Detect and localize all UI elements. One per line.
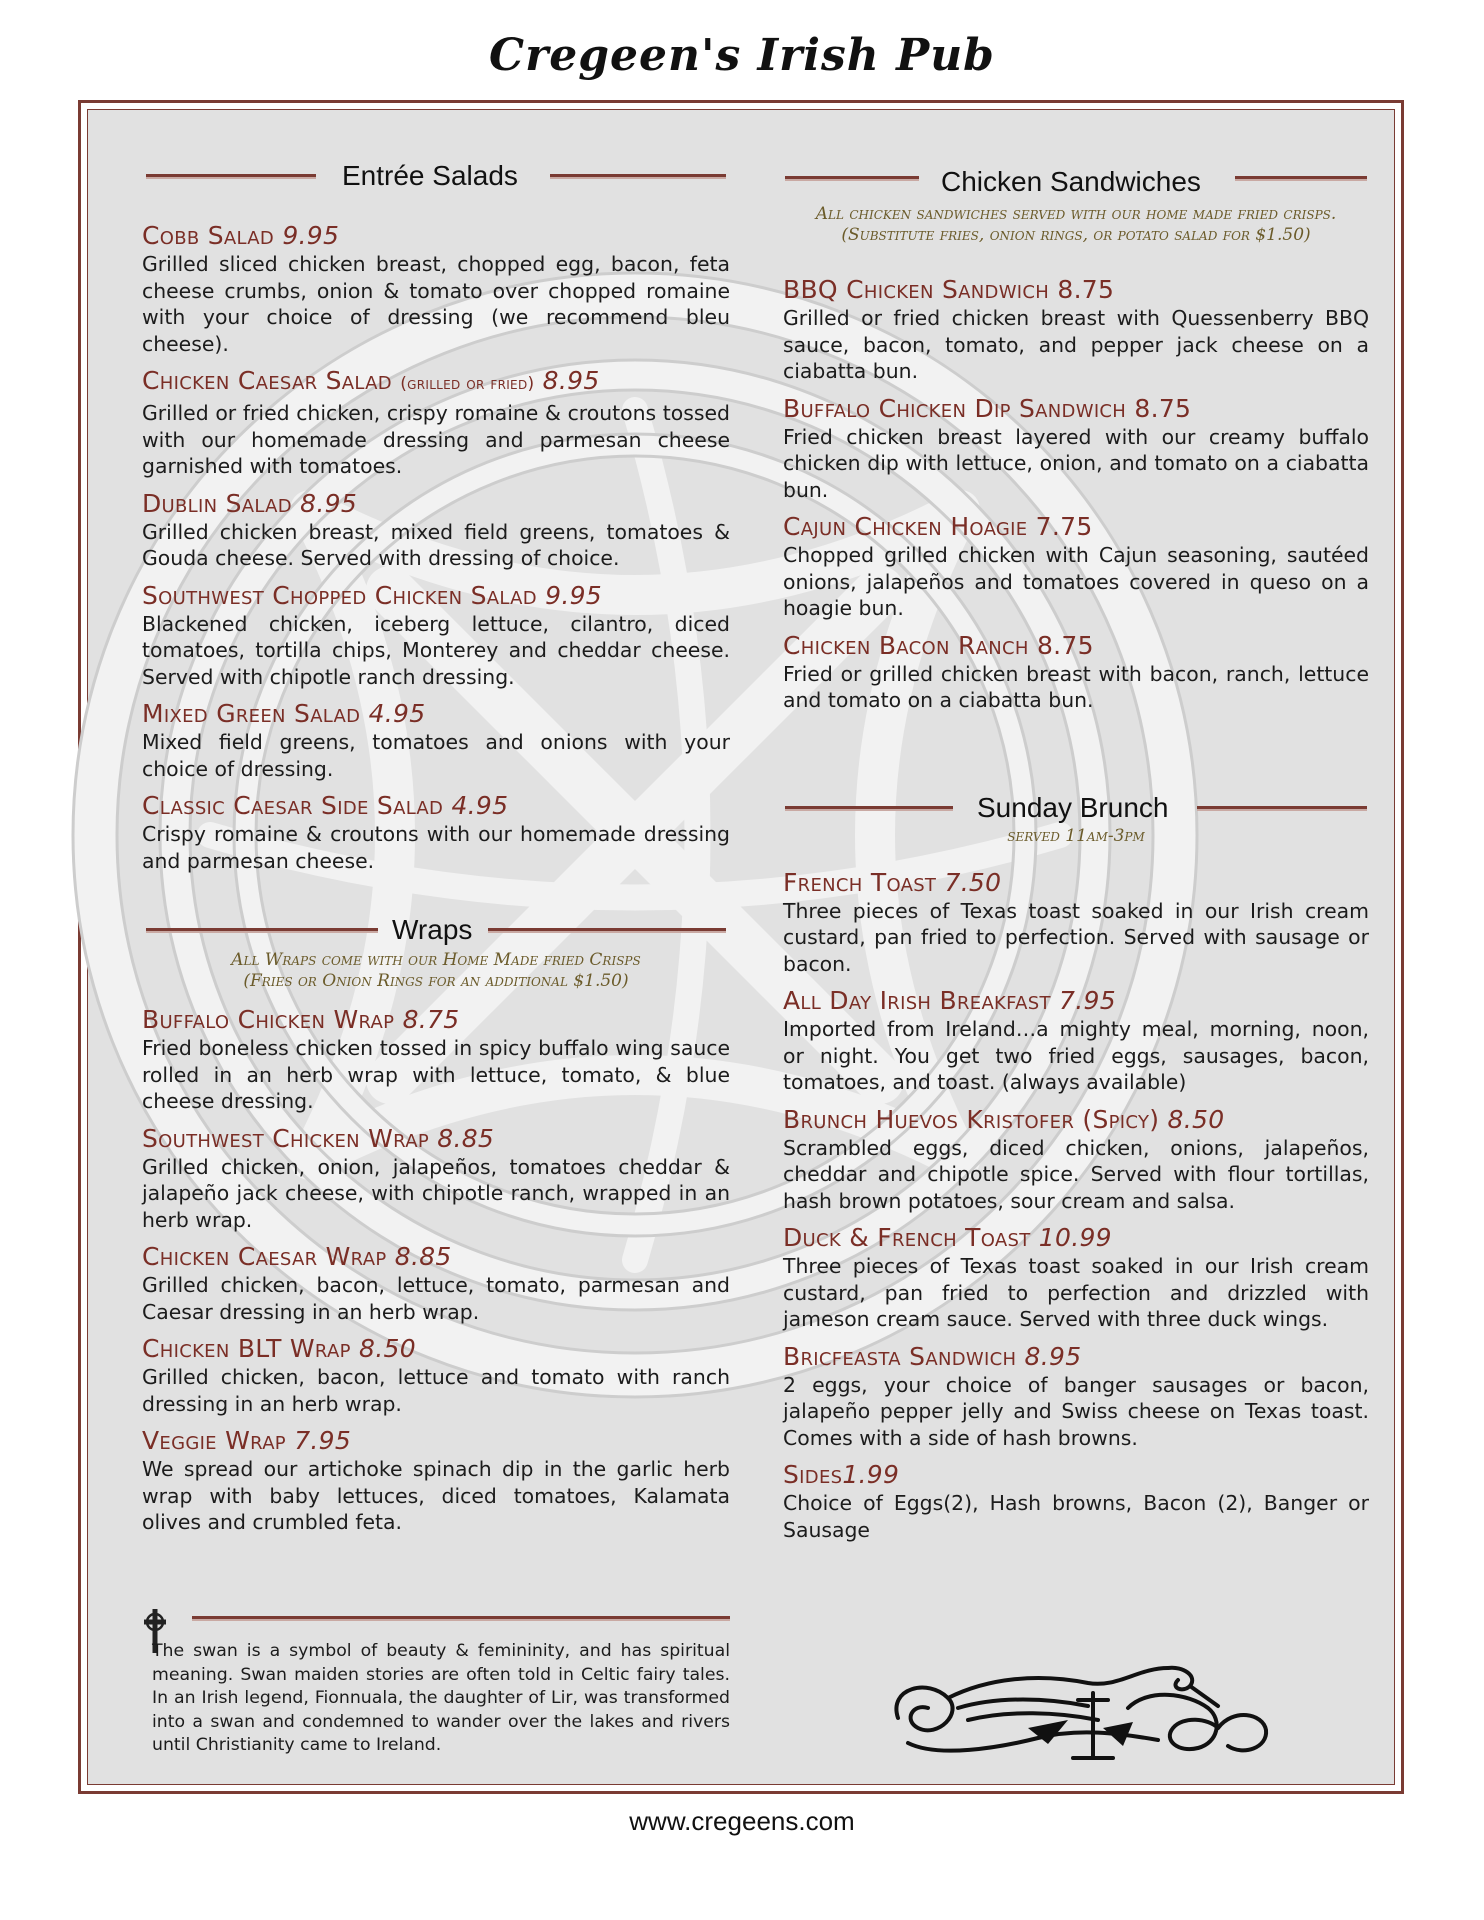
- item-name: Chicken BLT Wrap: [142, 1334, 351, 1363]
- item-name: Brunch Huevos Kristofer (Spicy): [783, 1104, 1160, 1134]
- item-name: French Toast: [783, 867, 937, 897]
- menu-item: [142, 698, 730, 782]
- menu-item: [142, 790, 730, 874]
- item-price: 4.95: [451, 791, 509, 820]
- menu-item: [783, 985, 1369, 1096]
- item-price: 4.95: [368, 699, 426, 728]
- item-description: Grilled or fried chicken, crispy romaine & croutons tossed with our homemade dressing and parmesan cheese garnished with tomatoes.: [142, 401, 730, 478]
- item-name: All Day Irish Breakfast: [783, 986, 1051, 1015]
- item-price: 8.75: [1036, 630, 1094, 660]
- menu-item: [783, 1222, 1369, 1333]
- item-name: Veggie Wrap: [142, 1426, 286, 1455]
- item-price: 8.85: [394, 1242, 452, 1271]
- wraps-header: [142, 904, 730, 944]
- celtic-swan-illustration: [878, 1648, 1278, 1766]
- item-price: 9.95: [282, 221, 340, 250]
- menu-item: [142, 220, 730, 357]
- item-price: 8.75: [1057, 275, 1115, 304]
- menu-item: [783, 511, 1369, 622]
- menu-item: [142, 1123, 730, 1234]
- section-title-entree-salads: Entrée Salads: [342, 160, 518, 191]
- divider-line: [1235, 176, 1367, 179]
- menu-item: [783, 630, 1369, 714]
- menu-item: [142, 1004, 730, 1115]
- item-description: Three pieces of Texas toast soaked in our Irish cream custard, pan fried to perfection and drizzled with jameson cream sauce. Served with three duck wings.: [783, 1254, 1369, 1331]
- menu-item: [783, 274, 1369, 385]
- divider-line: [550, 174, 726, 177]
- menu-item: [142, 1425, 730, 1536]
- item-description: Mixed field greens, tomatoes and onions with your choice of dressing.: [142, 730, 730, 781]
- menu-item: [142, 1241, 730, 1325]
- divider-line: [1197, 806, 1367, 809]
- sunday-brunch-header: [783, 782, 1369, 822]
- right-column: [783, 150, 1369, 1543]
- menu-item: [142, 365, 730, 480]
- item-price: 8.95: [300, 488, 358, 518]
- menu-item: [142, 1333, 730, 1417]
- item-name: Duck & French Toast: [783, 1223, 1031, 1252]
- section-title-sunday-brunch: Sunday Brunch: [977, 791, 1169, 823]
- menu-item: [142, 488, 730, 572]
- divider-line: [146, 174, 316, 177]
- item-description: Grilled sliced chicken breast, chopped egg, bacon, feta cheese crumbs, onion & tomato over chopped romaine with your choice of dressing (we recommend bleu cheese).: [142, 252, 730, 356]
- item-description: Crispy romaine & croutons with our homemade dressing and parmesan cheese.: [142, 822, 730, 873]
- item-description: We spread our artichoke spinach dip in the garlic herb wrap with baby lettuces, diced tomatoes, Kalamata olives and crumbled feta.: [142, 1457, 730, 1534]
- section-title-chicken-sandwiches: Chicken Sandwiches: [941, 166, 1201, 197]
- item-name: Cajun Chicken Hoagie: [783, 512, 1028, 541]
- item-description: Grilled chicken, bacon, lettuce and tomato with ranch dressing in an herb wrap.: [142, 1365, 730, 1416]
- item-name: Southwest Chopped Chicken Salad: [142, 580, 537, 610]
- item-description: 2 eggs, your choice of banger sausages or bacon, jalapeño pepper jelly and Swiss cheese on Texas toast. Comes with a side of hash browns.: [783, 1372, 1369, 1450]
- item-price: 7.95: [1059, 986, 1116, 1015]
- wraps-note-line: All Wraps come with our Home Made fried Crisps: [231, 950, 641, 970]
- divider-line: [488, 928, 726, 931]
- sunday-brunch-note: served 11am-3pm: [1007, 825, 1145, 846]
- item-description: Three pieces of Texas toast soaked in our Irish cream custard, pan fried to perfection. Served with sausage or bacon.: [783, 898, 1369, 976]
- chicken-sandwiches-note: All chicken sandwiches served with our home made fried crisps. (Substitute fries, onion rings, or potato salad for $1.50): [815, 204, 1337, 245]
- item-description: Grilled chicken breast, mixed field greens, tomatoes & Gouda cheese. Served with dressing of choice.: [142, 519, 730, 570]
- item-description: Fried chicken breast layered with our creamy buffalo chicken dip with lettuce, onion, and tomato on a ciabatta bun.: [783, 424, 1369, 502]
- item-description: Blackened chicken, iceberg lettuce, cilantro, diced tomatoes, tortilla chips, Monterey and cheddar cheese. Served with chipotle ranch dressing.: [142, 611, 730, 689]
- section-title-wraps: Wraps: [392, 914, 473, 945]
- item-name: Chicken Bacon Ranch: [783, 630, 1029, 660]
- item-description: Chopped grilled chicken with Cajun seasoning, sautéed onions, jalapeños and tomatoes covered in queso on a hoagie bun.: [783, 543, 1369, 620]
- item-note: (grilled or fried): [400, 374, 535, 394]
- item-price: 8.85: [437, 1123, 495, 1153]
- item-price: 8.50: [359, 1334, 416, 1363]
- entree-salads-header: [142, 150, 730, 190]
- item-description: Grilled chicken, bacon, lettuce, tomato, parmesan and Caesar dressing in an herb wrap.: [142, 1273, 730, 1324]
- item-name: Buffalo Chicken Wrap: [142, 1005, 395, 1034]
- menu-item: [783, 1104, 1369, 1215]
- chicken-sandwiches-header: [783, 150, 1369, 197]
- menu-item: [783, 1341, 1369, 1452]
- item-name: Buffalo Chicken Dip Sandwich: [783, 393, 1127, 423]
- item-name: Chicken Caesar Salad: [142, 366, 392, 395]
- item-name: Chicken Caesar Wrap: [142, 1242, 387, 1271]
- item-description: Fried boneless chicken tossed in spicy buffalo wing sauce rolled in an herb wrap with lettuce, tomato, & blue cheese dressing.: [142, 1036, 730, 1113]
- item-price: 8.75: [1134, 393, 1192, 423]
- item-price: 7.95: [294, 1426, 352, 1455]
- item-name: BBQ Chicken Sandwich: [783, 275, 1050, 304]
- item-name: Classic Caesar Side Salad: [142, 791, 444, 820]
- item-name: Cobb Salad: [142, 221, 275, 250]
- divider-line: [192, 1616, 730, 1619]
- item-price: 1.99: [842, 1460, 900, 1489]
- item-price: 8.50: [1167, 1104, 1225, 1134]
- item-description: Grilled chicken, onion, jalapeños, tomatoes cheddar & jalapeño jack cheese, with chipotle ranch, wrapped in an herb wrap.: [142, 1154, 730, 1232]
- item-price: 10.99: [1038, 1223, 1112, 1252]
- menu-item: [783, 1459, 1369, 1543]
- item-name: Mixed Green Salad: [142, 699, 361, 728]
- website-link[interactable]: www.cregeens.com: [629, 1806, 855, 1836]
- divider-line: [785, 176, 919, 179]
- swan-legend-text: The swan is a symbol of beauty & femininity, and has spiritual meaning. Swan maiden stories are often told in Celtic fairy tales. In an Irish legend, Fionnuala, the daughter of Lir, was transformed into a swan and condemned to wander over the lakes and rivers until Christianity came to Ireland.: [152, 1641, 730, 1755]
- menu-item: [783, 393, 1369, 504]
- page-title: Cregeen's Irish Pub: [489, 30, 995, 81]
- left-column: [142, 150, 730, 1536]
- item-description: Fried or grilled chicken breast with bacon, ranch, lettuce and tomato on a ciabatta bun.: [783, 661, 1369, 712]
- item-name: Southwest Chicken Wrap: [142, 1123, 430, 1153]
- menu-item: [783, 867, 1369, 978]
- item-name: Dublin Salad: [142, 488, 292, 518]
- divider-line: [146, 928, 378, 931]
- divider-line: [785, 806, 953, 809]
- item-price: 8.95: [1024, 1341, 1082, 1371]
- item-price: 8.95: [542, 366, 600, 395]
- item-price: 7.75: [1035, 512, 1093, 541]
- item-description: Scrambled eggs, diced chicken, onions, jalapeños, cheddar and chipotle spice. Served with flour tortillas, hash brown potatoes, sour cream and salsa.: [783, 1135, 1369, 1213]
- item-name: Bricfeasta Sandwich: [783, 1341, 1017, 1371]
- item-description: Grilled or fried chicken breast with Quessenberry BBQ sauce, bacon, tomato, and pepper jack cheese on a ciabatta bun.: [783, 306, 1369, 383]
- item-name: Sides: [783, 1460, 843, 1489]
- menu-item: [142, 580, 730, 691]
- wraps-note: [142, 950, 730, 992]
- item-description: Imported from Ireland…a mighty meal, morning, noon, or night. You get two fried eggs, sausages, bacon, tomatoes, and toast. (always available): [783, 1017, 1369, 1094]
- item-price: 8.75: [402, 1005, 460, 1034]
- item-description: Choice of Eggs(2), Hash browns, Bacon (2), Banger or Sausage: [783, 1491, 1369, 1542]
- item-price: 9.95: [545, 580, 603, 610]
- wraps-note-line: (Fries or Onion Rings for an additional $1.50): [243, 971, 629, 991]
- item-price: 7.50: [944, 867, 1002, 897]
